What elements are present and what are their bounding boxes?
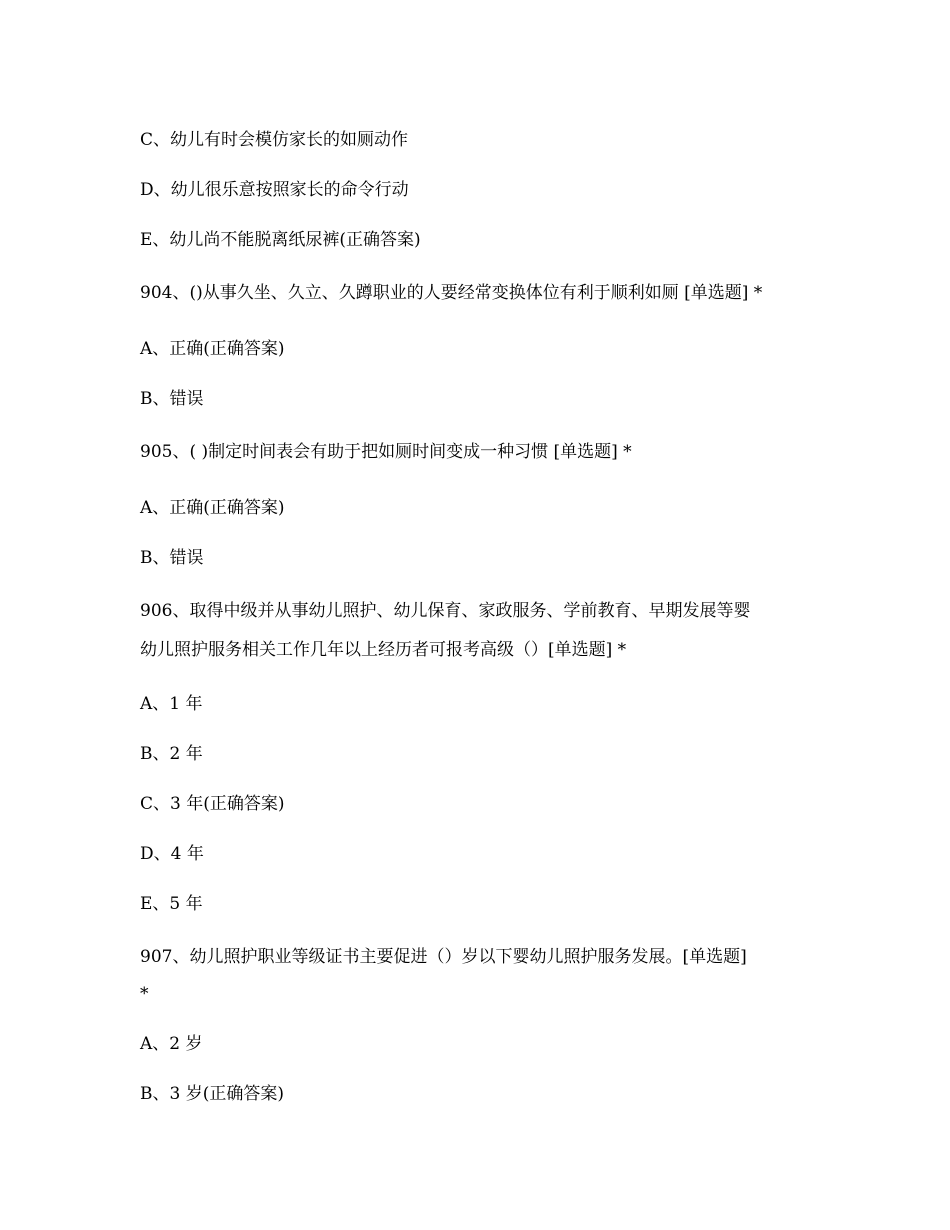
q907-option-b: B、3 岁(正确答案) bbox=[140, 1084, 284, 1104]
question-904: 904、()从事久坐、久立、久蹲职业的人要经常变换体位有利于顺利如厕 [单选题] * bbox=[140, 283, 763, 303]
question-907-line2: * bbox=[140, 984, 149, 1004]
q907-option-a: A、2 岁 bbox=[140, 1034, 203, 1054]
document-page bbox=[140, 0, 820, 1230]
q906-option-d: D、4 年 bbox=[140, 844, 204, 864]
option-e-diaper: E、幼儿尚不能脱离纸尿裤(正确答案) bbox=[140, 230, 421, 250]
q906-option-e: E、5 年 bbox=[140, 894, 203, 914]
question-905: 905、( )制定时间表会有助于把如厕时间变成一种习惯 [单选题] * bbox=[140, 442, 632, 462]
q904-option-b: B、错误 bbox=[140, 389, 204, 409]
q905-option-b: B、错误 bbox=[140, 548, 204, 568]
q906-option-c: C、3 年(正确答案) bbox=[140, 794, 285, 814]
q906-option-b: B、2 年 bbox=[140, 744, 203, 764]
question-906-line2: 幼儿照护服务相关工作几年以上经历者可报考高级（）[单选题] * bbox=[140, 640, 627, 660]
q904-option-a: A、正确(正确答案) bbox=[140, 339, 285, 359]
q905-option-a: A、正确(正确答案) bbox=[140, 498, 285, 518]
question-907-line1: 907、幼儿照护职业等级证书主要促进（）岁以下婴幼儿照护服务发展。[单选题] bbox=[140, 947, 747, 967]
question-906-line1: 906、取得中级并从事幼儿照护、幼儿保育、家政服务、学前教育、早期发展等婴 bbox=[140, 601, 751, 621]
option-c-imitate: C、幼儿有时会模仿家长的如厕动作 bbox=[140, 130, 409, 150]
option-d-obey: D、幼儿很乐意按照家长的命令行动 bbox=[140, 180, 409, 200]
q906-option-a: A、1 年 bbox=[140, 694, 203, 714]
